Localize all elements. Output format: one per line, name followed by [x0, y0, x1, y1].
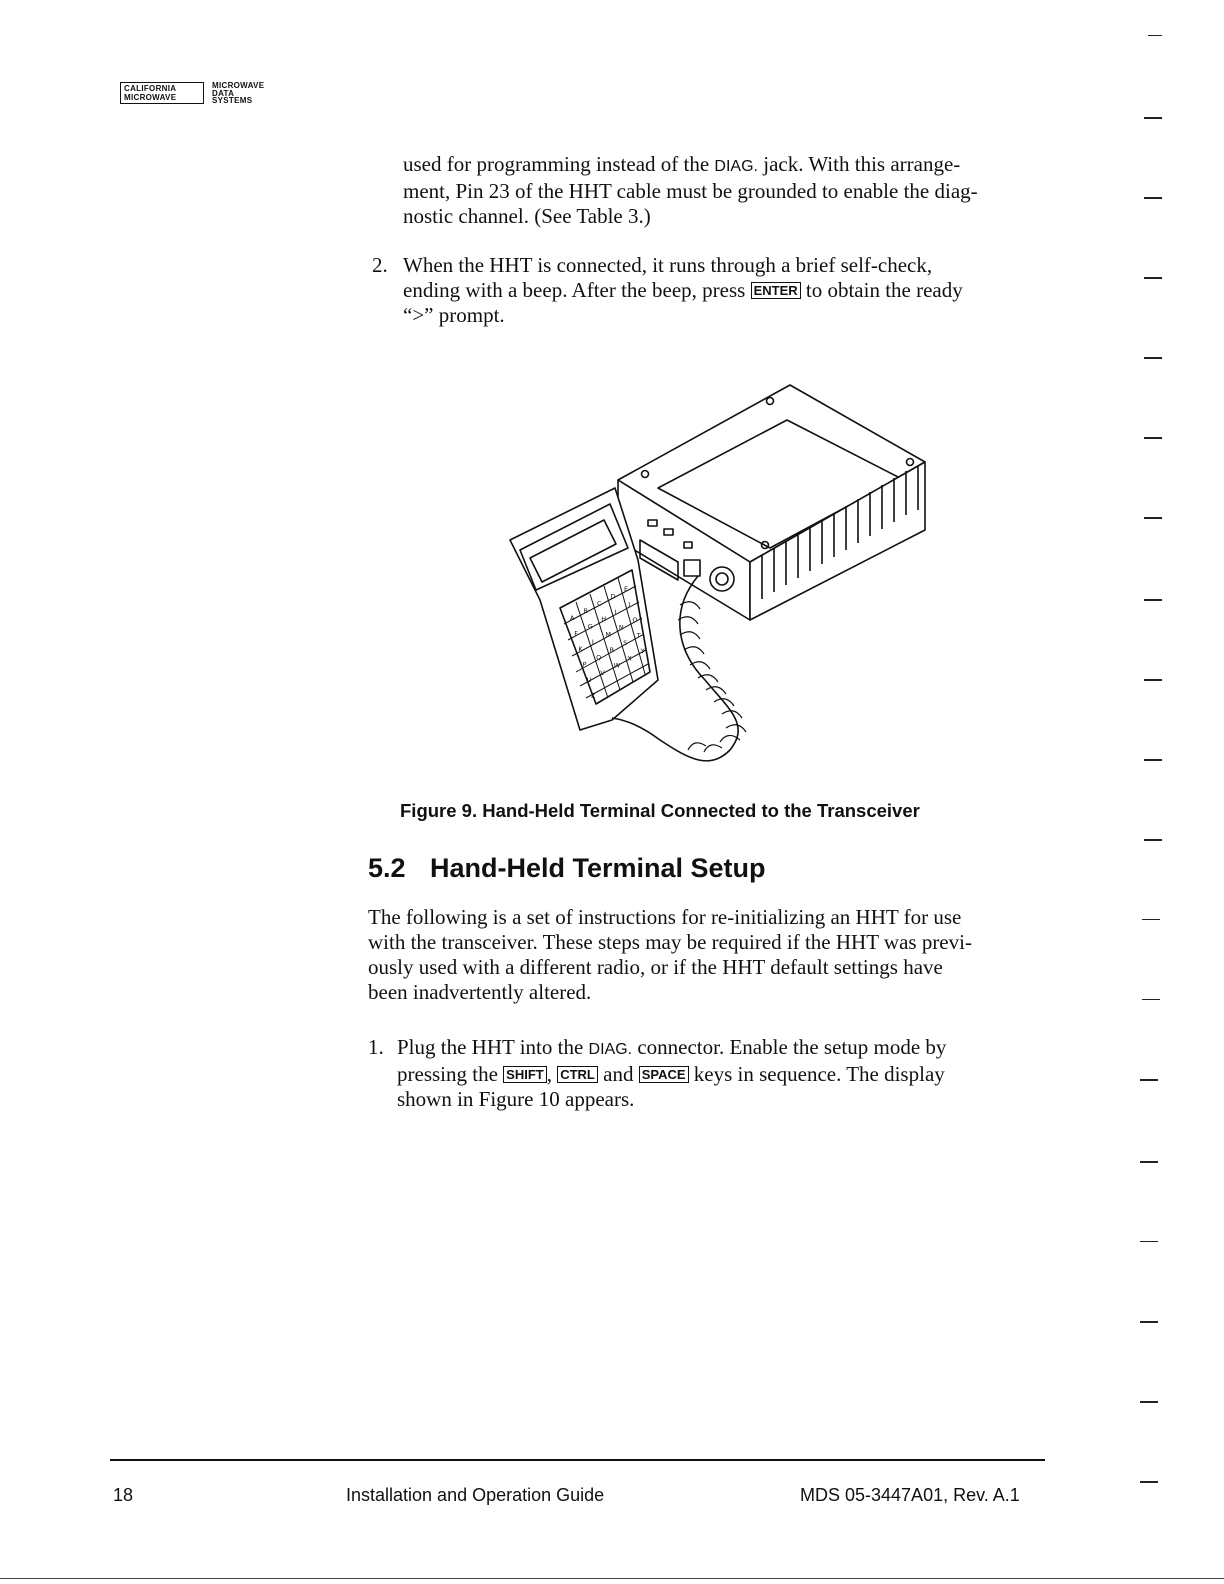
keypad-letter: C	[597, 599, 602, 608]
margin-mark	[1144, 277, 1162, 279]
keypad-letter: Y	[640, 647, 645, 656]
enter-key: ENTER	[751, 282, 801, 299]
margin-mark	[1140, 1241, 1158, 1242]
keypad-letter: H	[601, 615, 607, 624]
margin-mark	[1144, 437, 1162, 439]
keypad-letter: U	[586, 676, 592, 684]
keypad-letter: F	[574, 629, 578, 638]
cable-coils	[678, 602, 746, 752]
logo-text-line: SYSTEMS	[212, 96, 253, 105]
margin-mark	[1144, 357, 1162, 359]
text-run: pressing the	[397, 1062, 504, 1086]
logo-text-line: CALIFORNIA	[124, 84, 177, 93]
diag-label: DIAG.	[588, 1041, 633, 1058]
margin-mark	[1140, 1161, 1158, 1163]
keypad-letter: S	[623, 638, 628, 647]
keypad-letter: N	[618, 623, 624, 632]
text-line: ously used with a different radio, or if the HHT default settings have	[368, 955, 943, 979]
keypad-letter: T	[636, 631, 641, 640]
step-text	[397, 1035, 1062, 1112]
text-line: shown in Figure 10 appears.	[397, 1087, 635, 1111]
logo-box	[120, 82, 204, 104]
text-line: with the transceiver. These steps may be required if the HHT was previ-	[368, 930, 972, 954]
logo-text-line: MICROWAVE	[124, 93, 177, 102]
shift-key: SHIFT	[503, 1066, 547, 1083]
hht-transceiver-illustration	[500, 380, 940, 780]
keypad-letter: R	[609, 646, 615, 655]
step-number: 2.	[372, 253, 388, 277]
diag-label: DIAG.	[714, 158, 758, 175]
page-number: 18	[113, 1485, 134, 1505]
text-run: Plug the HHT into the	[397, 1035, 589, 1059]
margin-mark	[1142, 919, 1160, 920]
margin-mark	[1140, 1401, 1158, 1403]
section-number: 5.2	[368, 853, 406, 883]
logo-text-line: DATA	[212, 88, 235, 98]
margin-mark	[1140, 1321, 1158, 1323]
margin-mark	[1142, 999, 1160, 1000]
figure-caption: Figure 9. Hand-Held Terminal Connected to the Transceiver	[400, 800, 920, 821]
text-line: “>” prompt.	[403, 303, 505, 327]
keypad-letter: V	[600, 668, 605, 677]
keypad-letter: Q	[596, 653, 602, 662]
margin-mark	[1144, 197, 1162, 199]
text-line: nostic channel. (See Table 3.)	[403, 204, 651, 228]
section-paragraph	[368, 905, 1058, 1005]
space-key: SPACE	[639, 1066, 689, 1083]
keypad-letter: L	[591, 637, 596, 646]
margin-mark	[1144, 679, 1162, 681]
margin-mark	[1144, 759, 1162, 761]
keypad-letter: P	[582, 660, 587, 669]
margin-mark	[1144, 517, 1162, 519]
step-text	[403, 253, 1063, 328]
text-run: ,	[546, 1062, 558, 1086]
step-number: 1.	[368, 1035, 384, 1059]
text-line: When the HHT is connected, it runs through a brief self-check,	[403, 253, 933, 277]
intro-paragraph	[403, 152, 1063, 229]
margin-mark	[1140, 1481, 1158, 1483]
keypad-letter: G	[587, 622, 593, 631]
section-heading	[368, 853, 766, 884]
text-run: ending with a beep. After the beep, press	[403, 278, 751, 302]
keypad-letter: M	[605, 630, 612, 639]
keypad-letter: J	[628, 600, 631, 609]
keypad-letter: Z	[591, 691, 596, 700]
margin-mark	[1144, 839, 1162, 841]
section-title: Hand-Held Terminal Setup	[430, 853, 766, 883]
keypad-letter: K	[578, 645, 583, 653]
doc-number: MDS 05-3447A01, Rev. A.1	[800, 1485, 1020, 1505]
bottom-edge-rule	[0, 1578, 1224, 1579]
text-run: connector. Enable the setup mode by	[632, 1035, 947, 1059]
keypad-letter: X	[627, 654, 632, 663]
guide-title: Installation and Operation Guide	[346, 1485, 605, 1505]
logo-text-line: MICROWAVE	[212, 81, 265, 90]
keypad-letter: D	[610, 592, 616, 601]
footer-rule	[110, 1459, 1045, 1461]
keypad-letter: W	[613, 661, 621, 670]
keypad-letter: E	[624, 585, 629, 594]
text-line: ment, Pin 23 of the HHT cable must be grounded to enable the diag-	[403, 179, 978, 203]
keypad-letter: I	[614, 607, 617, 616]
margin-mark	[1140, 1079, 1158, 1081]
ctrl-key: CTRL	[557, 1066, 598, 1083]
text-run: jack. With this arrange-	[757, 152, 961, 176]
text-run: and	[597, 1062, 639, 1086]
text-run: keys in sequence. The display	[688, 1062, 945, 1086]
text-line: been inadvertently altered.	[368, 980, 592, 1004]
margin-mark	[1144, 599, 1162, 601]
keypad-letter: A	[570, 614, 575, 622]
keypad-letter: B	[583, 606, 588, 615]
margin-mark	[1144, 117, 1162, 119]
text-run: to obtain the ready	[800, 278, 963, 302]
margin-mark	[1148, 35, 1162, 36]
keypad-letter: O	[632, 616, 638, 625]
logo-side-text	[212, 82, 264, 105]
text-line: The following is a set of instructions for re-initializing an HHT for use	[368, 905, 962, 929]
text-run: used for programming instead of the	[403, 152, 715, 176]
